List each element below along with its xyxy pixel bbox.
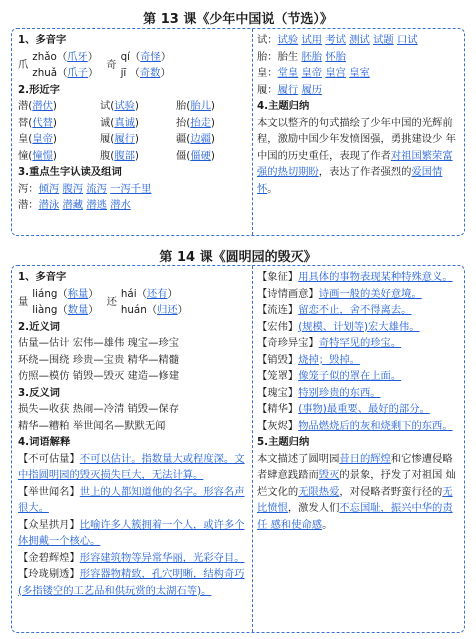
term-definition: (事物)最重要、最好的部分。 bbox=[298, 403, 430, 415]
pinyin: huán（ bbox=[120, 304, 158, 316]
word-item: 皇宫 bbox=[325, 67, 346, 79]
polyphone-reading bbox=[121, 302, 188, 319]
char: 胎( bbox=[176, 100, 191, 112]
word-group-row bbox=[257, 32, 461, 49]
antonym-row: 精华—糟粕 举世闻名—默默无闻 bbox=[18, 419, 166, 432]
word-item: 堂皇 bbox=[277, 67, 299, 79]
term-explanation bbox=[18, 550, 250, 567]
lesson14-right-column bbox=[257, 266, 461, 632]
example-word: 憧憬 bbox=[32, 149, 53, 162]
example-word: 归还 bbox=[157, 304, 178, 316]
word-item: 一泻千里 bbox=[110, 182, 152, 195]
polyphone-block bbox=[18, 49, 250, 82]
example-word: 奇怪 bbox=[140, 50, 161, 63]
example-word: 潜伏 bbox=[32, 100, 53, 112]
example-word: 履行 bbox=[114, 133, 135, 145]
similar-char-row bbox=[18, 115, 250, 132]
term-definition: 不可以估计。指数量大或程度深。文中指圆明园的毁灭损失巨大，无法计算。 bbox=[18, 452, 245, 481]
word-head: 潜： bbox=[18, 199, 39, 211]
example-word: 真诚 bbox=[114, 116, 135, 129]
word-item: 腹泻 bbox=[62, 182, 84, 195]
word-item: 履行 bbox=[277, 83, 299, 96]
term-explanation bbox=[257, 401, 461, 418]
word-head: 皇： bbox=[257, 67, 278, 79]
term-key: 【瑰宝】 bbox=[257, 386, 299, 399]
section-heading: 2.近义词 bbox=[18, 320, 60, 333]
polyphone-reading bbox=[32, 49, 98, 66]
similar-char-cell bbox=[18, 115, 100, 132]
pinyin: jī （ bbox=[120, 67, 140, 79]
section-heading: 5.主题归纳 bbox=[257, 436, 310, 448]
polyphone-reading bbox=[121, 65, 172, 82]
polyphone-char: 量 bbox=[18, 295, 29, 308]
paren: ） bbox=[177, 304, 188, 316]
section-heading: 2.形近字 bbox=[18, 83, 60, 96]
summary-text: 。 bbox=[267, 182, 278, 195]
word-group-row bbox=[257, 65, 461, 82]
summary-paragraph bbox=[257, 115, 461, 198]
summary-key: 对祖国繁荣富强的热切期盼 bbox=[257, 149, 453, 178]
example-word: 试验 bbox=[114, 100, 135, 112]
summary-text: 本文以整齐的句式描绘了少年中国的光辉前程，激励中国少年发愤图强，勇挑建设少 年中国的历史重任，表现了作者 bbox=[257, 116, 456, 162]
similar-char-cell bbox=[18, 148, 100, 165]
polyphone-reading bbox=[121, 286, 188, 303]
term-definition: 物品燃烧后的灰和烧剩下的东西。 bbox=[298, 419, 453, 432]
example-word: 爪牙 bbox=[67, 50, 88, 63]
polyphone-char: 奇 bbox=[106, 58, 117, 71]
char: 潜( bbox=[18, 100, 33, 112]
summary-text: 和它惨遭侵略者肆意践踏而 bbox=[257, 452, 453, 481]
term-key: 【举世闻名】 bbox=[18, 485, 80, 498]
summary-text: ，表达了作者强烈的 bbox=[318, 166, 412, 178]
paren: ) bbox=[210, 116, 215, 129]
example-word: 抬走 bbox=[190, 116, 211, 129]
paren: ) bbox=[210, 133, 215, 145]
similar-char-row bbox=[18, 131, 250, 148]
pinyin: hái（ bbox=[120, 287, 147, 300]
term-key: 【象征】 bbox=[257, 271, 299, 283]
section-heading: 1、多音字 bbox=[18, 34, 67, 46]
synonym-row: 仿照—模仿 销毁—毁灭 建造—修建 bbox=[18, 370, 179, 382]
term-key: 【流连】 bbox=[257, 304, 299, 316]
term-key: 【金碧辉煌】 bbox=[18, 551, 80, 564]
polyphone-readings bbox=[121, 49, 172, 82]
example-word: 腹部 bbox=[114, 149, 135, 162]
paren: ) bbox=[134, 100, 139, 112]
paren: ) bbox=[52, 100, 57, 112]
similar-char-cell bbox=[176, 115, 250, 132]
summary-key: 爱国情怀 bbox=[257, 166, 443, 195]
word-group-row bbox=[18, 197, 250, 214]
word-item: 流泻 bbox=[86, 182, 107, 195]
example-word: 代替 bbox=[32, 116, 53, 129]
word-item: 潜藏 bbox=[62, 199, 84, 211]
word-item: 试用 bbox=[301, 34, 323, 46]
synonym-row: 估量—估计 宏伟—雄伟 瑰宝—珍宝 bbox=[18, 337, 179, 349]
term-explanation bbox=[18, 484, 250, 517]
term-key: 【宏伟】 bbox=[257, 320, 299, 333]
word-item: 试题 bbox=[373, 34, 394, 46]
char: 履( bbox=[100, 133, 115, 145]
lesson14-title: 第 14 课《圆明园的毁灭》 bbox=[159, 250, 317, 265]
word-item: 皇室 bbox=[349, 67, 370, 79]
similar-char-cell bbox=[176, 148, 250, 165]
lesson13-divider bbox=[252, 29, 253, 235]
paren: ) bbox=[134, 149, 139, 162]
word-group-row bbox=[257, 49, 461, 66]
char: 疆( bbox=[176, 133, 191, 145]
word-item: 潜泳 bbox=[38, 199, 60, 211]
term-definition: 烧掉；毁掉。 bbox=[298, 353, 360, 366]
term-key: 【灰烬】 bbox=[257, 419, 299, 432]
paren: ) bbox=[52, 149, 57, 162]
section-heading: 1、多音字 bbox=[18, 271, 67, 283]
polyphone-reading bbox=[32, 286, 98, 303]
polyphone-reading bbox=[32, 302, 98, 319]
char: 腹( bbox=[100, 149, 115, 162]
word-head: 泻： bbox=[18, 182, 39, 195]
char: 诚( bbox=[100, 116, 115, 129]
section-heading: 3.反义词 bbox=[18, 386, 60, 399]
term-explanation bbox=[18, 517, 250, 550]
term-definition: 奇特罕见的珍宝。 bbox=[318, 337, 402, 349]
lesson14-left-column bbox=[18, 266, 250, 632]
pinyin: qí（ bbox=[120, 50, 141, 63]
term-key: 【玲珑剔透】 bbox=[18, 568, 80, 580]
pinyin: liáng（ bbox=[32, 287, 68, 300]
example-word: 称量 bbox=[67, 287, 89, 300]
word-item: 倾泻 bbox=[38, 182, 60, 195]
word-head: 履： bbox=[257, 83, 278, 96]
paren: ） bbox=[88, 304, 99, 316]
summary-key: 昔日的辉煌 bbox=[339, 452, 391, 465]
paren: ） bbox=[87, 50, 99, 63]
term-definition: 比喻许多人簇拥着一个人，或许多个体拥戴一个核心。 bbox=[18, 518, 245, 547]
polyphone-char: 爪 bbox=[18, 58, 29, 71]
similar-char-row bbox=[18, 148, 250, 165]
term-explanation bbox=[257, 385, 461, 402]
example-word: 僵硬 bbox=[190, 149, 211, 162]
term-definition: 用具体的事物表现某种特殊意义。 bbox=[298, 271, 453, 283]
lesson13-right-column bbox=[257, 29, 461, 235]
paren: ) bbox=[210, 149, 215, 162]
paren: ） bbox=[160, 50, 172, 63]
similar-char-cell bbox=[100, 148, 176, 165]
char: 替( bbox=[18, 116, 33, 129]
paren: ) bbox=[134, 116, 139, 129]
pinyin: zhǎo（ bbox=[32, 50, 68, 63]
term-explanation bbox=[257, 352, 461, 369]
section-heading: 4.主题归纳 bbox=[257, 100, 310, 112]
summary-key: 毁灭 bbox=[318, 469, 340, 481]
term-definition: (规模、计划等)宏大雄伟。 bbox=[298, 320, 420, 333]
similar-char-cell bbox=[18, 98, 100, 115]
similar-char-cell bbox=[18, 131, 100, 148]
term-explanation bbox=[257, 418, 461, 435]
term-explanation bbox=[257, 368, 461, 385]
word-item: 皇帝 bbox=[301, 67, 323, 79]
term-definition: 世上的人都知道他的名字。形容名声很大。 bbox=[18, 485, 245, 514]
paren: ) bbox=[52, 133, 57, 145]
char: 试( bbox=[100, 100, 115, 112]
word-item: 口试 bbox=[396, 34, 418, 46]
paren: ) bbox=[210, 100, 215, 112]
lesson14-box bbox=[11, 265, 465, 633]
term-explanation bbox=[18, 451, 250, 484]
paren: ） bbox=[167, 287, 178, 300]
similar-char-cell bbox=[176, 98, 250, 115]
char: 憧( bbox=[18, 149, 33, 162]
example-word: 胎儿 bbox=[190, 100, 211, 112]
char: 抬( bbox=[176, 116, 191, 129]
example-word: 还有 bbox=[146, 287, 168, 300]
term-definition: 特别珍贵的东西。 bbox=[298, 386, 381, 399]
term-definition: 诗画一般的美好意境。 bbox=[318, 287, 422, 300]
word-item: 怀胎 bbox=[325, 50, 346, 63]
term-key: 【众星拱月】 bbox=[18, 518, 80, 531]
word-item: 履历 bbox=[301, 83, 323, 96]
char: 僵( bbox=[176, 149, 191, 162]
paren: ） bbox=[87, 67, 99, 79]
term-explanation bbox=[257, 286, 461, 303]
summary-text: 。 bbox=[322, 518, 333, 531]
word-head: 胎： bbox=[257, 50, 278, 63]
term-key: 【笼罩】 bbox=[257, 370, 299, 382]
summary-text: 的景象，抒发了对祖国 灿烂文化的 bbox=[257, 469, 456, 498]
example-word: 皇帝 bbox=[32, 133, 53, 145]
summary-paragraph bbox=[257, 451, 461, 534]
polyphone-char: 还 bbox=[106, 295, 117, 308]
summary-text: ，激发人们 bbox=[287, 502, 340, 514]
term-explanation bbox=[257, 319, 461, 336]
section-heading: 4.词语解释 bbox=[18, 436, 71, 448]
word-group-row bbox=[18, 181, 250, 198]
word-item: 潜水 bbox=[110, 199, 131, 211]
term-definition: 形容器物精致，孔穴明晰，结构奇巧(多指镂空的工艺品和供玩赏的太湖石等)。 bbox=[18, 568, 245, 597]
example-word: 边疆 bbox=[190, 133, 211, 145]
similar-char-cell bbox=[100, 131, 176, 148]
term-explanation bbox=[18, 566, 250, 599]
term-explanation bbox=[257, 302, 461, 319]
word-item: 潜逃 bbox=[86, 199, 107, 211]
word-head: 试： bbox=[257, 34, 278, 46]
word-plain: 胎生 bbox=[277, 50, 302, 63]
word-item: 测试 bbox=[349, 34, 370, 46]
paren: ） bbox=[88, 287, 99, 300]
term-definition: 形容建筑物等异常华丽，光彩夺目。 bbox=[79, 551, 245, 564]
paren: ） bbox=[160, 67, 171, 79]
term-explanation bbox=[257, 269, 461, 286]
lesson13-title: 第 13 课《少年中国说（节选）》 bbox=[143, 12, 333, 27]
similar-char-row bbox=[18, 98, 250, 115]
similar-char-cell bbox=[100, 115, 176, 132]
similar-char-cell bbox=[100, 98, 176, 115]
polyphone-readings bbox=[121, 286, 188, 319]
synonym-row: 环绕—围绕 珍贵—宝贵 精华—精髓 bbox=[18, 353, 179, 366]
polyphone-reading bbox=[32, 65, 98, 82]
word-group-row bbox=[257, 82, 461, 99]
term-key: 【不可估量】 bbox=[18, 452, 80, 465]
term-key: 【奇珍异宝】 bbox=[257, 337, 319, 349]
summary-key: 无比愤恨 bbox=[257, 485, 453, 514]
pinyin: zhuǎ（ bbox=[32, 67, 68, 79]
pinyin: liàng（ bbox=[32, 304, 68, 316]
term-key: 【诗情画意】 bbox=[257, 287, 319, 300]
polyphone-reading bbox=[121, 49, 172, 66]
summary-text: 本文描述了圆明园 bbox=[257, 452, 340, 465]
paren: ) bbox=[134, 133, 139, 145]
term-definition: 留恋不止，舍不得离去。 bbox=[298, 304, 412, 316]
antonym-row: 损失—收获 热闹—冷清 销毁—保存 bbox=[18, 403, 179, 415]
summary-key: 无限热爱 bbox=[298, 485, 340, 498]
example-word: 爪子 bbox=[67, 67, 88, 79]
char: 皇( bbox=[18, 133, 33, 145]
word-item: 胚胎 bbox=[301, 50, 323, 63]
section-heading: 3.重点生字认读及组词 bbox=[18, 166, 122, 178]
polyphone-block bbox=[18, 286, 250, 319]
term-key: 【精华】 bbox=[257, 403, 299, 415]
term-explanation bbox=[257, 335, 461, 352]
term-key: 【销毁】 bbox=[257, 353, 299, 366]
word-item: 试验 bbox=[277, 34, 299, 46]
example-word: 数量 bbox=[67, 304, 89, 316]
lesson13-box bbox=[11, 28, 465, 236]
example-word: 奇数 bbox=[139, 67, 161, 79]
summary-text: ，对侵略者野蛮行径的 bbox=[339, 485, 443, 498]
summary-key: 不忘国耻，振兴中华的责任 感和使命感 bbox=[257, 502, 453, 531]
polyphone-readings bbox=[32, 49, 98, 82]
similar-char-cell bbox=[176, 131, 250, 148]
word-item: 考试 bbox=[325, 34, 346, 46]
term-definition: 像笼子似的罩在上面。 bbox=[298, 370, 402, 382]
polyphone-readings bbox=[32, 286, 98, 319]
lesson14-divider bbox=[252, 266, 253, 632]
lesson13-left-column bbox=[18, 29, 250, 235]
paren: ) bbox=[52, 116, 57, 129]
